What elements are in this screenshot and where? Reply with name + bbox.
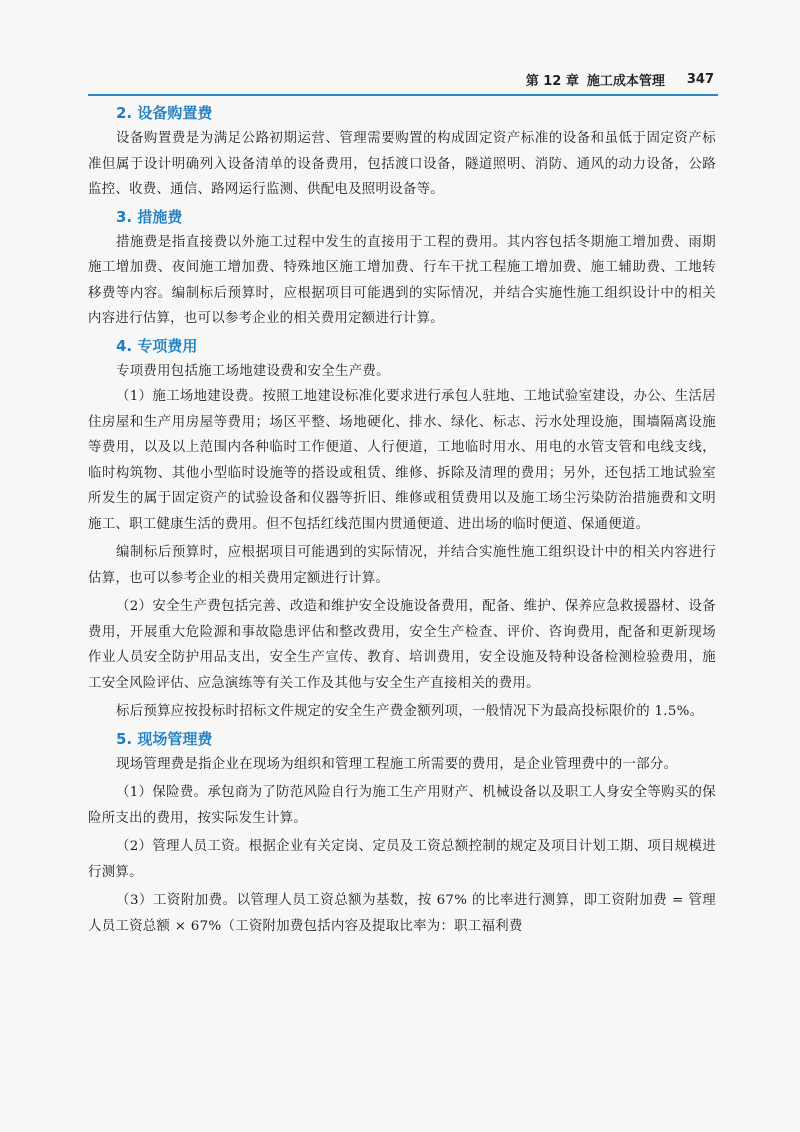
chapter-number: 第 12 章 (525, 73, 579, 89)
paragraph: （3）工资附加费。以管理人员工资总额为基数，按 67% 的比率进行测算，即工资附加费 = 管理人员工资总额 × 67%（工资附加费包括内容及提取比率为：职工福利费 (88, 893, 716, 934)
paragraph: 编制标后预算时，应根据项目可能遇到的实际情况，并结合实施性施工组织设计中的相关内容进行估算，也可以参考企业的相关费用定额进行计算。 (88, 545, 716, 586)
paragraph: 设备购置费是为满足公路初期运营、管理需要购置的构成固定资产标准的设备和虽低于固定资产标准但属于设计明确列入设备清单的设备费用，包括渡口设备，隧道照明、消防、通风的动力设备，公路监控、收费、通信、路网运行监测、供配电及照明设备等。 (88, 131, 716, 197)
section-heading: 3. 措施费 (116, 207, 183, 226)
paragraph: 标后预算应按投标时招标文件规定的安全生产费金额列项，一般情况下为最高投标限价的 1.5%。 (116, 704, 704, 719)
paragraph: 措施费是指直接费以外施工过程中发生的直接用于工程的费用。其内容包括冬期施工增加费、雨期施工增加费、夜间施工增加费、特殊地区施工增加费、行车干扰工程施工增加费、施工辅助费、工地转移费等内容。编制标后预算时，应根据项目可能遇到的实际情况，并结合实施性施工组织设计中的相关内容进行估算，也可以参考企业的相关费用定额进行计算。 (88, 234, 716, 326)
paragraph: 现场管理费是指企业在现场为组织和管理工程施工所需要的费用，是企业管理费中的一部分。 (116, 756, 678, 772)
header-rule (88, 94, 718, 96)
chapter-title: 施工成本管理 (586, 73, 665, 89)
running-header (92, 66, 714, 92)
section-heading: 5. 现场管理费 (116, 729, 213, 748)
paragraph: （1）施工场地建设费。按照工地建设标准化要求进行承包人驻地、工地试验室建设，办公、生活居住房屋和生产用房屋等费用；场区平整、场地硬化、排水、绿化、标志、污水处理设施，围墙隔离设施等费用，以及以上范围内各种临时工作便道、人行便道，工地临时用水、用电的水管支管和电线支线，临时构筑物、其他小型临时设施等的搭设或租赁、维修、拆除及清理的费用；另外，还包括工地试验室所发生的属于固定资产的试验设备和仪器等折旧、维修或租赁费用以及施工场尘污染防治措施费和文明施工、职工健康生活的费用。但不包括红线范围内贯通便道、进出场的临时便道、保通便道。 (88, 389, 716, 532)
section-heading: 2. 设备购置费 (116, 104, 213, 122)
section-heading: 4. 专项费用 (116, 336, 198, 355)
page-body (88, 102, 716, 939)
paragraph: （1）保险费。承包商为了防范风险自行为施工生产用财产、机械设备以及职工人身安全等购买的保险所支出的费用，按实际发生计算。 (88, 785, 716, 826)
paragraph: 专项费用包括施工场地建设费和安全生产费。 (116, 363, 390, 379)
paragraph: （2）安全生产费包括完善、改造和维护安全设施设备费用，配备、维护、保养应急救援器材、设备费用，开展重大危险源和事故隐患评估和整改费用，安全生产检查、评价、咨询费用，配备和更新现场作业人员安全防护用品支出，安全生产宣传、教育、培训费用，安全设施及特种设备检测检验费用，施工安全风险评估、应急演练等有关工作及其他与安全生产直接相关的费用。 (88, 599, 716, 691)
page-number: 347 (686, 71, 714, 87)
paragraph: （2）管理人员工资。根据企业有关定岗、定员及工资总额控制的规定及项目计划工期、项目规模进行测算。 (88, 839, 716, 880)
